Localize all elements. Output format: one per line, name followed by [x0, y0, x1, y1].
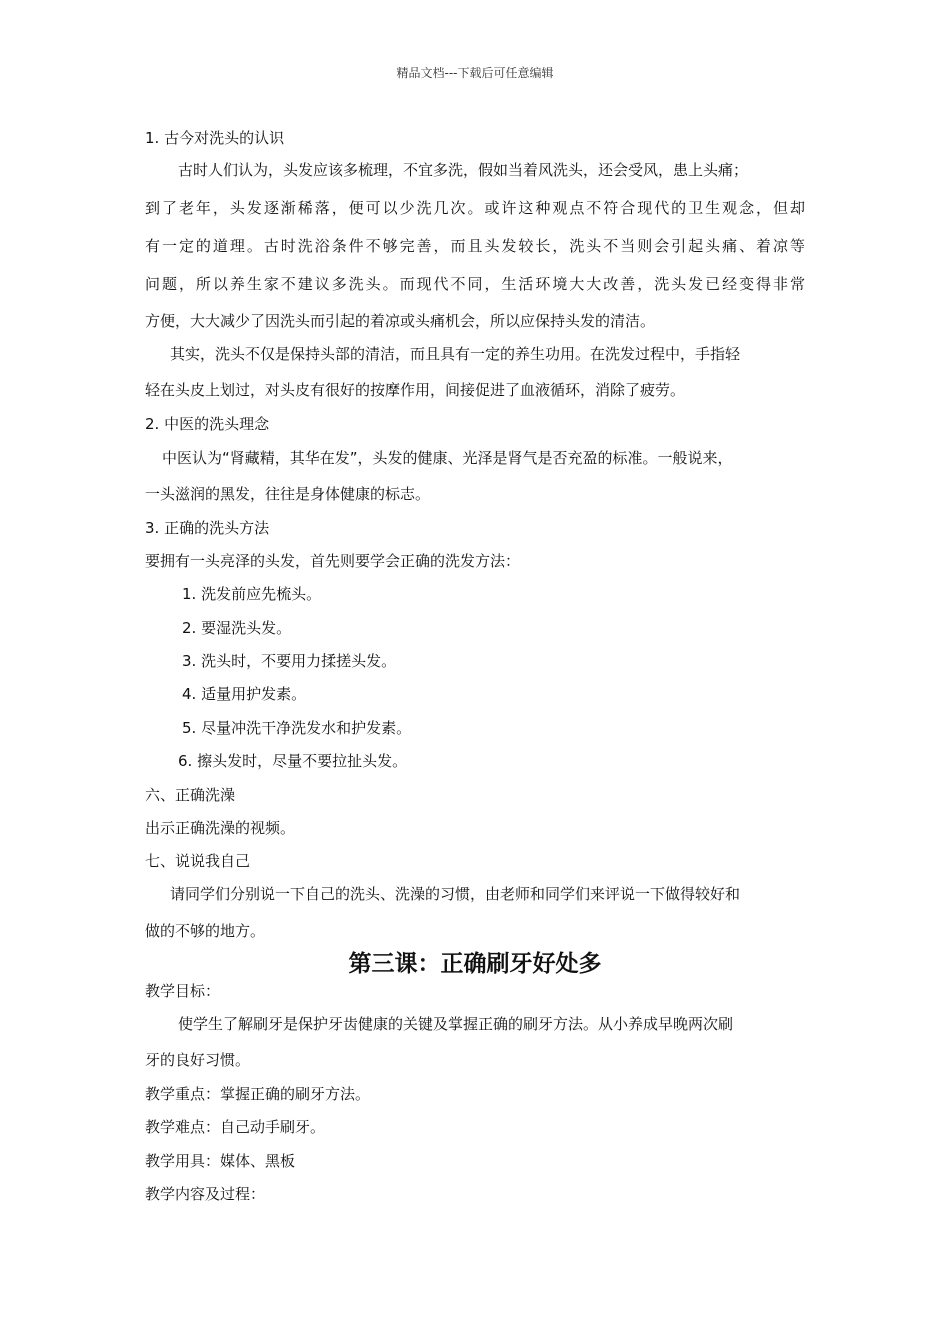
paragraph-line: 有一定的道理。古时洗浴条件不够完善，而且头发较长，洗头不当则会引起头痛、着凉等 [145, 237, 805, 255]
paragraph-line: 其实，洗头不仅是保持头部的清洁，而且具有一定的养生功用。在洗发过程中，手指轻 [170, 345, 741, 363]
paragraph-line: 要拥有一头亮泽的头发，首先则要学会正确的洗发方法： [145, 552, 521, 570]
paragraph-line: 一头滋润的黑发，往往是身体健康的标志。 [145, 485, 431, 503]
paragraph-line: 牙的良好习惯。 [145, 1051, 251, 1069]
teaching-tools: 教学用具：媒体、黑板 [145, 1152, 296, 1170]
difficulty: 教学难点：自己动手刷牙。 [145, 1118, 326, 1136]
paragraph-line: 方便，大大减少了因洗头而引起的着凉或头痛机会，所以应保持头发的清洁。 [145, 312, 656, 330]
list-item: 6. 擦头发时，尽量不要拉扯头发。 [178, 752, 408, 770]
page-header: 精品文档---下载后可任意编辑 [396, 66, 554, 80]
lesson-title: 第三课：正确刷牙好处多 [348, 951, 602, 977]
paragraph-line: 做的不够的地方。 [145, 922, 266, 940]
goal-label: 教学目标： [145, 982, 221, 1000]
paragraph-line: 古时人们认为，头发应该多梳理，不宜多洗，假如当着风洗头，还会受风，患上头痛； [178, 161, 749, 179]
paragraph-line: 出示正确洗澡的视频。 [145, 819, 296, 837]
list-item: 5. 尽量冲洗干净洗发水和护发素。 [182, 719, 412, 737]
section-heading: 1. 古今对洗头的认识 [145, 129, 285, 147]
section-heading: 六、正确洗澡 [145, 786, 236, 804]
paragraph-line: 中医认为“肾藏精，其华在发”，头发的健康、光泽是肾气是否充盈的标准。一般说来， [162, 449, 733, 467]
list-item: 3. 洗头时，不要用力揉搓头发。 [182, 652, 397, 670]
key-point: 教学重点：掌握正确的刷牙方法。 [145, 1085, 371, 1103]
paragraph-line: 轻在头皮上划过，对头皮有很好的按摩作用，间接促进了血液循环，消除了疲劳。 [145, 381, 686, 399]
paragraph-line: 使学生了解刷牙是保护牙齿健康的关键及掌握正确的刷牙方法。从小养成早晚两次刷 [178, 1015, 734, 1033]
section-heading: 2. 中医的洗头理念 [145, 415, 270, 433]
section-heading: 七、说说我自己 [145, 852, 251, 870]
list-item: 2. 要湿洗头发。 [182, 619, 292, 637]
paragraph-line: 到了老年，头发逐渐稀落，便可以少洗几次。或许这种观点不符合现代的卫生观念，但却 [145, 199, 805, 217]
list-item: 4. 适量用护发素。 [182, 685, 307, 703]
teaching-process: 教学内容及过程： [145, 1185, 266, 1203]
section-heading: 3. 正确的洗头方法 [145, 519, 270, 537]
paragraph-line: 请同学们分别说一下自己的洗头、洗澡的习惯，由老师和同学们来评说一下做得较好和 [170, 885, 741, 903]
paragraph-line: 问题，所以养生家不建议多洗头。而现代不同，生活环境大大改善，洗头发已经变得非常 [145, 275, 805, 293]
list-item: 1. 洗发前应先梳头。 [182, 585, 322, 603]
